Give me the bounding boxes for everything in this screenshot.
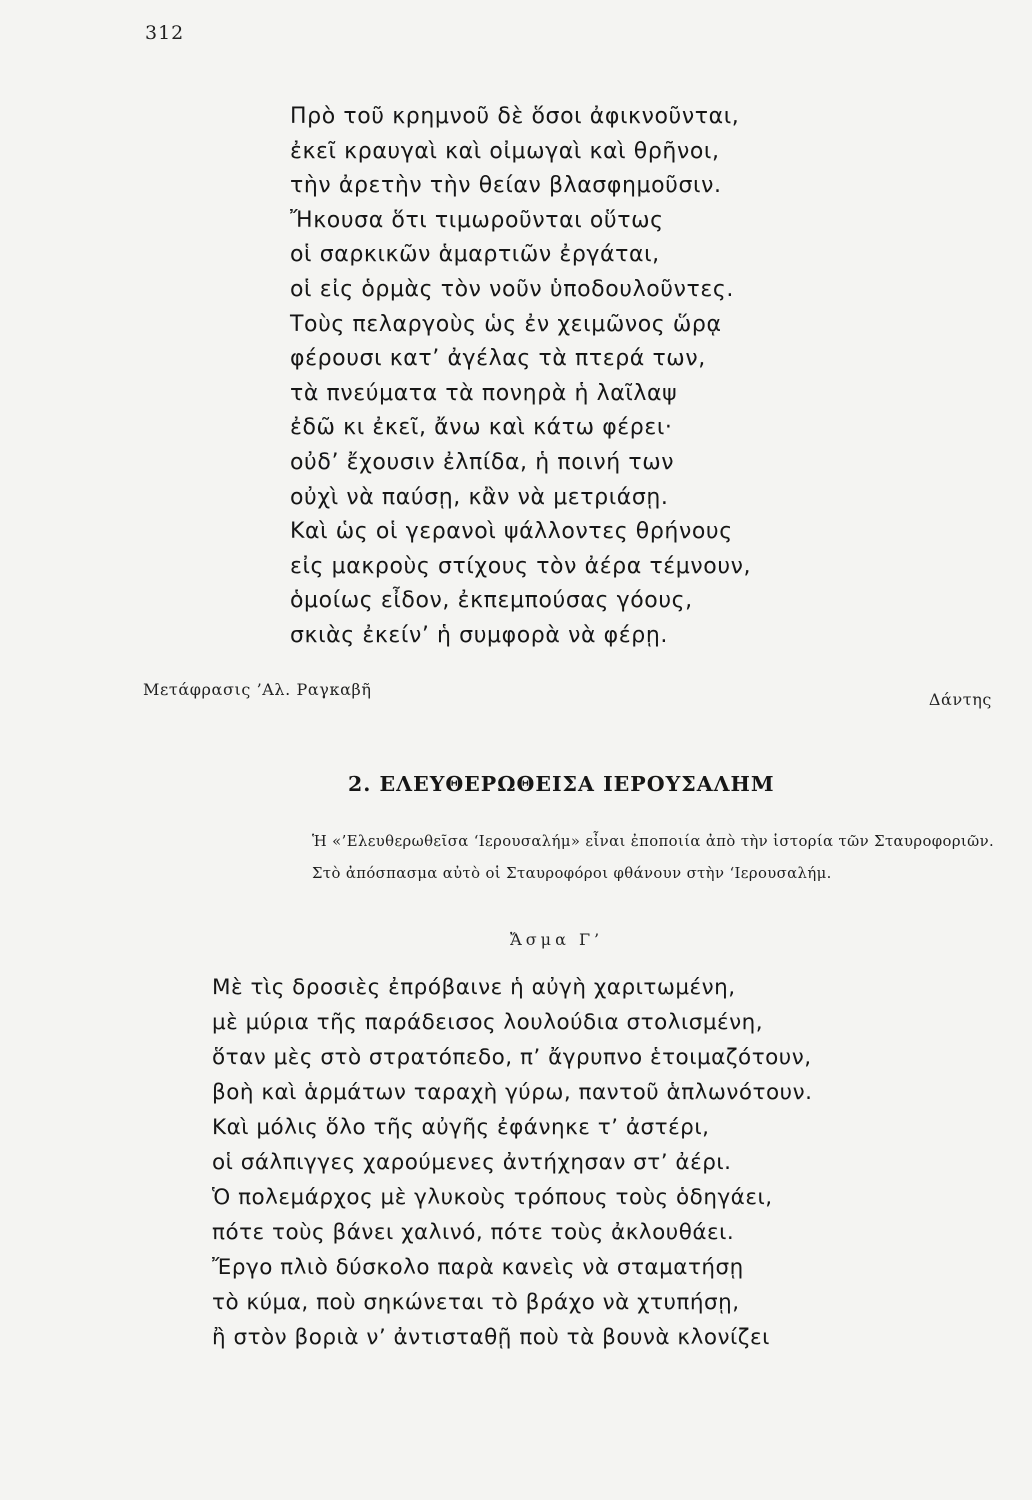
poem-line: οὐχὶ νὰ παύσῃ, κἂν νὰ μετριάσῃ. [290,484,669,510]
intro-paragraph: Ἡ «’Ελευθερωθεῖσα ‘Ιερουσαλήμ» εἶναι ἐποποιία ἀπὸ τὴν ἱστορία τῶν Σταυροφοριῶν. [312,833,995,850]
poem-line: οἱ εἰς ὁρμὰς τὸν νοῦν ὑποδουλοῦντες. [290,276,734,302]
poem-line: ἐκεῖ κραυγαὶ καὶ οἰμωγαὶ καὶ θρῆνοι, [290,138,720,164]
poem-line: Ὁ πολεμάρχος μὲ γλυκοὺς τρόπους τοὺς ὁδηγάει, [212,1185,773,1210]
poem-line: Τοὺς πελαργοὺς ὡς ἐν χειμῶνος ὥρᾳ [290,311,722,337]
poem-line: ἐδῶ κι ἐκεῖ, ἄνω καὶ κάτω φέρει· [290,415,673,441]
tasso-poem [212,970,812,1355]
intro-paragraph: Στὸ ἀπόσπασμα αὐτὸ οἱ Σταυροφόροι φθάνουν στὴν ‘Ιερουσαλήμ. [312,865,832,882]
poem-author: Δάντης [928,690,992,709]
poem-line: ὅταν μὲς στὸ στρατόπεδο, π’ ἄγρυπνο ἑτοιμαζότουν, [212,1045,812,1070]
poem-line: ἢ στὸν βοριὰ ν’ ἀντισταθῇ ποὺ τὰ βουνὰ κλονίζει [212,1325,770,1350]
poem-line: Μὲ τὶς δροσιὲς ἐπρόβαινε ἡ αὐγὴ χαριτωμένη, [212,975,736,1000]
poem-line: μὲ μύρια τῆς παράδεισος λουλούδια στολισμένη, [212,1010,764,1035]
poem-line: τὴν ἀρετὴν τὴν θείαν βλασφημοῦσιν. [290,173,722,199]
poem-line: Πρὸ τοῦ κρημνοῦ δὲ ὅσοι ἀφικνοῦνται, [290,104,740,129]
canto-heading: Ἄσμα Γ’ [510,930,604,949]
poem-line: ὁμοίως εἶδον, ἐκπεμπούσας γόους, [290,588,693,614]
poem-line: πότε τοὺς βάνει χαλινό, πότε τοὺς ἀκλουθάει. [212,1220,735,1245]
poem-line: βοὴ καὶ ἁρμάτων ταραχὴ γύρω, παντοῦ ἁπλωνότουν. [212,1080,813,1105]
page-number: 312 [145,22,185,44]
translator-credit: Μετάφρασις ’Αλ. Ραγκαβῆ [143,680,372,699]
poem-line: τὰ πνεύματα τὰ πονηρὰ ἡ λαῖλαψ [290,380,678,406]
section-intro [286,828,996,888]
poem-line: Καὶ ὡς οἱ γερανοὶ ψάλλοντες θρήνους [290,519,733,545]
poem-line: οἱ σάλπιγγες χαρούμενες ἀντήχησαν στ’ ἀέρι. [212,1150,732,1175]
poem-line: Καὶ μόλις ὅλο τῆς αὐγῆς ἐφάνηκε τ’ ἀστέρι, [212,1115,710,1140]
poem-line: οἱ σαρκικῶν ἁμαρτιῶν ἐργάται, [290,242,660,268]
poem-line: Ἤκουσα ὅτι τιμωροῦνται οὕτως [290,207,664,233]
poem-line: εἰς μακροὺς στίχους τὸν ἀέρα τέμνουν, [290,553,752,579]
dante-poem [290,100,751,654]
poem-line: Ἔργο πλιὸ δύσκολο παρὰ κανεὶς νὰ σταματήσῃ [212,1255,744,1280]
section-title: 2. ΕΛΕΥΘΕΡΩΘΕΙΣΑ ΙΕΡΟΥΣΑΛΗΜ [348,772,775,796]
poem-line: φέρουσι κατ’ ἀγέλας τὰ πτερά των, [290,346,706,372]
poem-line: οὐδ’ ἔχουσιν ἐλπίδα, ἡ ποινή των [290,449,675,475]
poem-line: σκιὰς ἐκείν’ ἡ συμφορὰ νὰ φέρῃ. [290,622,668,648]
poem-line: τὸ κύμα, ποὺ σηκώνεται τὸ βράχο νὰ χτυπήσῃ, [212,1290,740,1315]
